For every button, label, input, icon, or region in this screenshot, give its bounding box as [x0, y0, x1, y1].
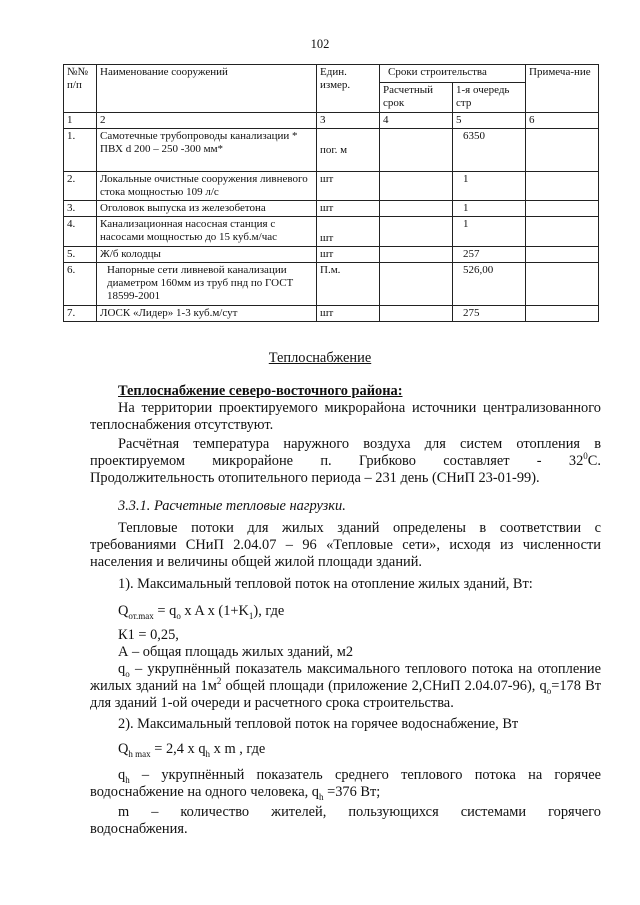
table-row	[64, 201, 599, 217]
row-first: 6350	[453, 129, 526, 172]
row-num: 5.	[64, 247, 97, 263]
header-unit: Един. измер.	[317, 65, 380, 113]
subsection-title: Теплоснабжение северо-восточного района:	[118, 383, 403, 399]
row-num: 4.	[64, 217, 97, 247]
row-note	[526, 263, 599, 306]
table-row	[64, 172, 599, 201]
formula-heating: $Q_{от.max} = q_o$ x A x $(1+K_1)$, где	[118, 603, 285, 621]
page-number: 102	[310, 37, 330, 51]
row-first: 257	[453, 247, 526, 263]
row-unit: пог. м	[317, 129, 380, 172]
row-unit: шт	[317, 306, 380, 322]
header-name: Наименование сооружений	[97, 65, 317, 113]
header-num: №№ п/п	[64, 65, 97, 113]
col-number: 4	[380, 113, 453, 129]
word: микрорайоне	[212, 453, 294, 469]
a-definition: А – общая площадь жилых зданий, м2	[118, 644, 354, 660]
word: проектируемом	[90, 453, 185, 469]
row-note	[526, 172, 599, 201]
paragraph-heat-flows: Тепловые потоки для жилых зданий определены в соответствии с требованиями СНиП 2.04.07 – 96 «Тепловые сети», исходя из численности населения и величины общей жилой площади зданий.	[90, 520, 601, 570]
table-row	[64, 129, 599, 172]
row-name: Канализационная насосная станция с насосами мощностью до 15 куб.м/час	[97, 217, 317, 247]
temperature-line-1: Расчётная температура наружного воздуха для систем отопления в	[118, 436, 601, 452]
item-1-heading: 1). Максимальный тепловой поток на отопление жилых зданий, Вт:	[118, 576, 533, 592]
row-first: 1	[453, 172, 526, 201]
row-name: ЛОСК «Лидер» 1-3 куб.м/сут	[97, 306, 317, 322]
header-terms: Сроки строительства	[380, 65, 526, 83]
row-name: Самотечные трубопроводы канализации * ПВХ d 200 – 250 -300 мм*	[97, 129, 317, 172]
item-2-heading: 2). Максимальный тепловой поток на горячее водоснабжение, Вт	[118, 716, 519, 732]
row-note	[526, 247, 599, 263]
row-calc	[380, 247, 453, 263]
word: -	[536, 453, 542, 469]
row-name: Оголовок выпуска из железобетона	[97, 201, 317, 217]
row-unit: шт	[317, 247, 380, 263]
row-note	[526, 217, 599, 247]
temperature-line-2	[90, 453, 601, 470]
row-name: Ж/б колодцы	[97, 247, 317, 263]
table-row	[64, 247, 599, 263]
col-number: 6	[526, 113, 599, 129]
construction-table	[63, 64, 599, 322]
paragraph-temperature	[118, 436, 601, 453]
temperature-line-3: Продолжительность отопительного периода – 231 день (СНиП 23-01-99).	[90, 470, 540, 486]
row-note	[526, 201, 599, 217]
section-title: Теплоснабжение	[268, 350, 372, 366]
row-note	[526, 129, 599, 172]
word: Грибково	[358, 453, 416, 469]
table-row	[64, 263, 599, 306]
word: п.	[320, 453, 332, 469]
row-first: 275	[453, 306, 526, 322]
row-num: 2.	[64, 172, 97, 201]
row-name: Локальные очистные сооружения ливневого стока мощностью 109 л/с	[97, 172, 317, 201]
row-unit: шт	[317, 172, 380, 201]
row-num: 3.	[64, 201, 97, 217]
row-calc	[380, 129, 453, 172]
col-number: 5	[453, 113, 526, 129]
word: составляет	[443, 453, 510, 469]
row-first: 1	[453, 201, 526, 217]
header-term-first: 1-я очередь стр	[453, 83, 526, 113]
row-calc	[380, 172, 453, 201]
table-row	[64, 306, 599, 322]
qh-definition: $q_h$ – укрупнённый показатель среднего теплового потока на горячее водоснабжение на одного человека, $q_h =376$ Вт;	[90, 767, 601, 802]
row-note	[526, 306, 599, 322]
table-row	[64, 217, 599, 247]
row-first: 1	[453, 217, 526, 247]
row-unit: П.м.	[317, 263, 380, 306]
row-num: 1.	[64, 129, 97, 172]
row-num: 7.	[64, 306, 97, 322]
row-calc	[380, 263, 453, 306]
col-number: 1	[64, 113, 97, 129]
formula-hot-water: $Q_{h max} = 2,4$ х $q_h$ х m , где	[118, 741, 266, 759]
m-definition: m – количество жителей, пользующихся системами горячего водоснабжения.	[90, 804, 601, 837]
temperature-value: $32^0С$.	[568, 451, 601, 469]
row-unit: шт	[317, 201, 380, 217]
header-note: Примеча-ние	[526, 65, 599, 113]
row-calc	[380, 217, 453, 247]
k1-value: К1 = 0,25,	[118, 627, 179, 643]
q0-definition: $q_o$ – укрупнённый показатель максимального теплового потока на отопление жилых зданий на $1м^2$ общей площади (приложение 2,СНиП 2.04.07-96), $q_o=178$ Вт для зданий 1-ой очереди и расчетного срока строительства.	[90, 661, 602, 711]
row-name: Напорные сети ливневой канализации диаметром 160мм из труб пнд по ГОСТ 18599-2001	[97, 263, 317, 306]
row-num: 6.	[64, 263, 97, 306]
row-calc	[380, 306, 453, 322]
paragraph-no-central-heating: На территории проектируемого микрорайона источники централизованного теплоснабжения отсутствуют.	[90, 400, 601, 433]
header-term-calc: Расчетный срок	[380, 83, 453, 113]
row-first: 526,00	[453, 263, 526, 306]
row-unit: шт	[317, 217, 380, 247]
col-number: 2	[97, 113, 317, 129]
col-number: 3	[317, 113, 380, 129]
row-calc	[380, 201, 453, 217]
heading-3-3-1: 3.3.1. Расчетные тепловые нагрузки.	[118, 498, 346, 514]
